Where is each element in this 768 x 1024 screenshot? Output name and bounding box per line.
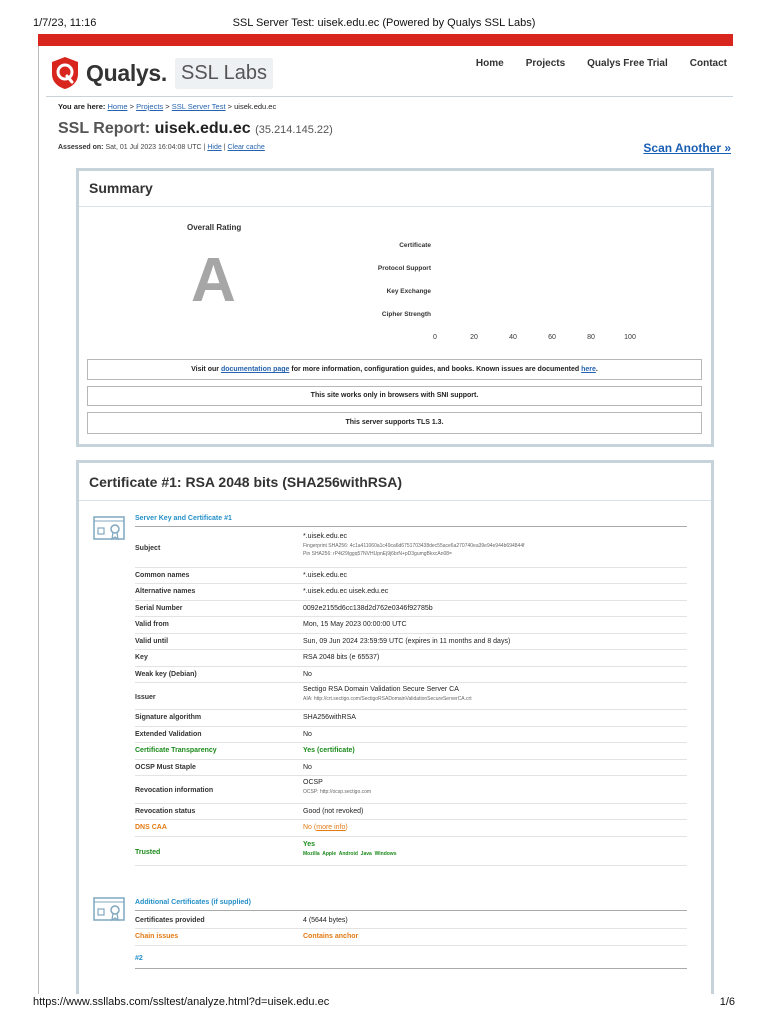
header-divider xyxy=(46,96,733,97)
row-value: *.uisek.edu.ec xyxy=(303,572,347,579)
row-key: Revocation information xyxy=(135,787,214,794)
breadcrumb-projects[interactable]: Projects xyxy=(136,102,164,111)
axis-tick: 20 xyxy=(470,334,478,341)
qualys-shield-icon xyxy=(50,56,80,90)
axis-tick: 40 xyxy=(509,334,517,341)
cert-row-weak-key xyxy=(135,667,687,683)
cert-row-serial xyxy=(135,601,687,617)
trusted-stores: Mozilla Apple Android Java Windows xyxy=(303,851,397,857)
row-value: Good (not revoked) xyxy=(303,808,364,815)
axis-tick: 100 xyxy=(624,334,636,341)
more-info-link[interactable]: more info xyxy=(316,824,346,831)
cert-row-common-names xyxy=(135,568,687,584)
notice-tls13: This server supports TLS 1.3. xyxy=(87,412,702,434)
cert-row-revocation-status xyxy=(135,804,687,820)
breadcrumb-home[interactable]: Home xyxy=(107,102,128,111)
notice-documentation xyxy=(87,359,702,380)
row-key: Revocation status xyxy=(135,808,196,815)
cert-row-ct xyxy=(135,743,687,760)
breadcrumb-sep: > xyxy=(227,102,233,111)
row-value: SHA256withRSA xyxy=(303,714,356,721)
assessed-value: Sat, 01 Jul 2023 16:04:08 UTC | xyxy=(105,144,206,151)
cert-row-provided xyxy=(135,913,687,929)
breadcrumb-ssl-test[interactable]: SSL Server Test xyxy=(171,102,226,111)
row-key: Certificate Transparency xyxy=(135,747,217,754)
top-nav xyxy=(476,58,727,69)
documentation-link[interactable]: documentation page xyxy=(220,366,290,373)
breadcrumb-current: uisek.edu.ec xyxy=(234,102,277,111)
breadcrumb-sep: > xyxy=(165,102,170,111)
cert-row-chain-number xyxy=(135,946,687,969)
cert-row-issuer xyxy=(135,683,687,710)
nav-free-trial[interactable]: Qualys Free Trial xyxy=(587,58,668,69)
breadcrumb xyxy=(58,102,276,111)
logo-brand: Qualys. xyxy=(86,59,167,86)
page-title xyxy=(58,120,333,138)
assessed-label: Assessed on: xyxy=(58,144,104,151)
clear-cache-link[interactable]: Clear cache xyxy=(227,144,265,151)
subject-fingerprint: Fingerprint SHA256: 4c1a411060a1c49ca6d6751703438dec55ace6a270740ea39e94e944b694844f xyxy=(303,543,525,549)
row-value xyxy=(303,686,472,702)
cert-row-subject xyxy=(135,529,687,568)
row-value xyxy=(303,533,525,557)
print-title: SSL Server Test: uisek.edu.ec (Powered by Qualys SSL Labs) xyxy=(232,17,536,29)
axis-tick: 0 xyxy=(433,334,437,341)
cert-row-trusted xyxy=(135,837,687,866)
row-key: Issuer xyxy=(135,694,156,701)
bar-label-key-exchange: Key Exchange xyxy=(386,288,431,295)
certificate-title: Certificate #1: RSA 2048 bits (SHA256withRSA) xyxy=(79,463,711,501)
issuer-aia: AIA: http://crt.sectigo.com/SectigoRSADomainValidationSecureServerCA.crt xyxy=(303,696,472,702)
axis-tick: 80 xyxy=(587,334,595,341)
row-value: No xyxy=(303,764,312,771)
certificate-icon xyxy=(93,895,125,923)
row-key: Signature algorithm xyxy=(135,714,202,721)
cert-row-signature xyxy=(135,710,687,727)
issuer-value: Sectigo RSA Domain Validation Secure Server CA xyxy=(303,686,459,693)
row-key: Alternative names xyxy=(135,588,196,595)
revocation-ocsp-url: OCSP: http://ocsp.sectigo.com xyxy=(303,789,372,795)
cert-row-revocation-info xyxy=(135,776,687,804)
notice1-pre: Visit our xyxy=(191,366,219,373)
page xyxy=(38,34,733,994)
logo-product: SSL Labs xyxy=(175,58,273,89)
row-value xyxy=(303,779,371,795)
subject-pin: Pin SHA256: rP4t29Iggq57NVHUpnEj9j6brN+pD3gumgBkxcAn08= xyxy=(303,551,452,557)
report-title-prefix: SSL Report: xyxy=(58,120,151,137)
nav-home[interactable]: Home xyxy=(475,58,504,69)
breadcrumb-prefix: You are here: xyxy=(58,102,106,111)
row-key: Serial Number xyxy=(135,605,183,612)
row-value: Sun, 09 Jun 2024 23:59:59 UTC (expires in 11 months and 8 days) xyxy=(303,638,511,645)
row-value: Contains anchor xyxy=(303,933,359,940)
row-key: Weak key (Debian) xyxy=(135,671,197,678)
print-footer xyxy=(0,994,768,1024)
report-ip: (35.214.145.22) xyxy=(255,124,333,136)
print-page-number: 1/6 xyxy=(719,996,735,1008)
row-key: DNS CAA xyxy=(135,824,167,831)
bar-label-cipher: Cipher Strength xyxy=(381,311,431,318)
nav-projects[interactable]: Projects xyxy=(525,58,566,69)
summary-panel xyxy=(76,168,714,447)
row-value: Yes (certificate) xyxy=(303,747,355,754)
breadcrumb-sep: > xyxy=(129,102,134,111)
row-key: Certificates provided xyxy=(135,917,205,924)
bar-label-certificate: Certificate xyxy=(399,242,431,249)
section-server-key: Server Key and Certificate #1 xyxy=(135,515,687,527)
row-value: No xyxy=(303,731,312,738)
cert-row-valid-until xyxy=(135,634,687,650)
certificate-panel xyxy=(76,460,714,994)
row-value: 4 (5644 bytes) xyxy=(303,917,348,924)
chain-number: #2 xyxy=(135,955,143,962)
notice1-end: . xyxy=(595,366,598,373)
row-key: Extended Validation xyxy=(135,731,202,738)
row-key: Key xyxy=(135,654,148,661)
print-date: 1/7/23, 11:16 xyxy=(33,17,97,29)
row-key: Valid until xyxy=(135,638,169,645)
section-additional-certs: Additional Certificates (if supplied) xyxy=(135,899,687,911)
cert-row-key xyxy=(135,650,687,667)
row-value: No xyxy=(303,671,312,678)
assessed-pipe: | xyxy=(223,144,226,151)
print-url: https://www.ssllabs.com/ssltest/analyze.html?d=uisek.edu.ec xyxy=(33,996,330,1008)
cert-row-ocsp-staple xyxy=(135,760,687,776)
row-key: Subject xyxy=(135,545,161,552)
row-value: *.uisek.edu.ec uisek.edu.ec xyxy=(303,588,389,595)
cert-row-valid-from xyxy=(135,617,687,634)
report-host: uisek.edu.ec xyxy=(154,120,251,137)
dns-caa-value: No xyxy=(303,824,312,831)
row-key: OCSP Must Staple xyxy=(135,764,196,771)
subject-value: *.uisek.edu.ec xyxy=(303,533,347,540)
overall-grade: A xyxy=(191,246,236,315)
hide-link[interactable]: Hide xyxy=(207,144,222,151)
logo[interactable] xyxy=(50,54,273,92)
cert-row-chain-issues xyxy=(135,929,687,946)
overall-rating-label: Overall Rating xyxy=(187,223,242,232)
revocation-value: OCSP xyxy=(303,779,323,786)
known-issues-link[interactable]: here xyxy=(581,366,596,373)
cert-row-alt-names xyxy=(135,584,687,601)
assessed-line xyxy=(58,144,265,151)
scan-another-link[interactable]: Scan Another » xyxy=(643,141,731,155)
notice1-mid: for more information, configuration guides, and books. Known issues are documented xyxy=(291,366,580,373)
row-key: Chain issues xyxy=(135,933,179,940)
row-key: Valid from xyxy=(135,621,169,628)
brand-bar xyxy=(38,34,733,46)
notice-sni: This site works only in browsers with SNI support. xyxy=(87,386,702,406)
row-value: 0092e2155d6cc138d2d762e0346f92785b xyxy=(303,605,433,612)
left-border xyxy=(38,46,39,994)
trusted-value: Yes xyxy=(303,841,316,848)
nav-contact[interactable]: Contact xyxy=(689,58,727,69)
cert-row-ev xyxy=(135,727,687,743)
summary-title: Summary xyxy=(79,171,711,207)
cert-row-dns-caa xyxy=(135,820,687,837)
axis-tick: 60 xyxy=(548,334,556,341)
row-value: No (more info) xyxy=(303,824,348,831)
row-key: Trusted xyxy=(135,849,161,856)
row-value: Mon, 15 May 2023 00:00:00 UTC xyxy=(303,621,407,628)
bar-label-protocol: Protocol Support xyxy=(377,265,431,272)
print-header xyxy=(0,0,768,34)
row-value xyxy=(303,841,396,857)
row-key: Common names xyxy=(135,572,190,579)
row-value: RSA 2048 bits (e 65537) xyxy=(303,654,380,661)
certificate-icon xyxy=(93,514,125,542)
